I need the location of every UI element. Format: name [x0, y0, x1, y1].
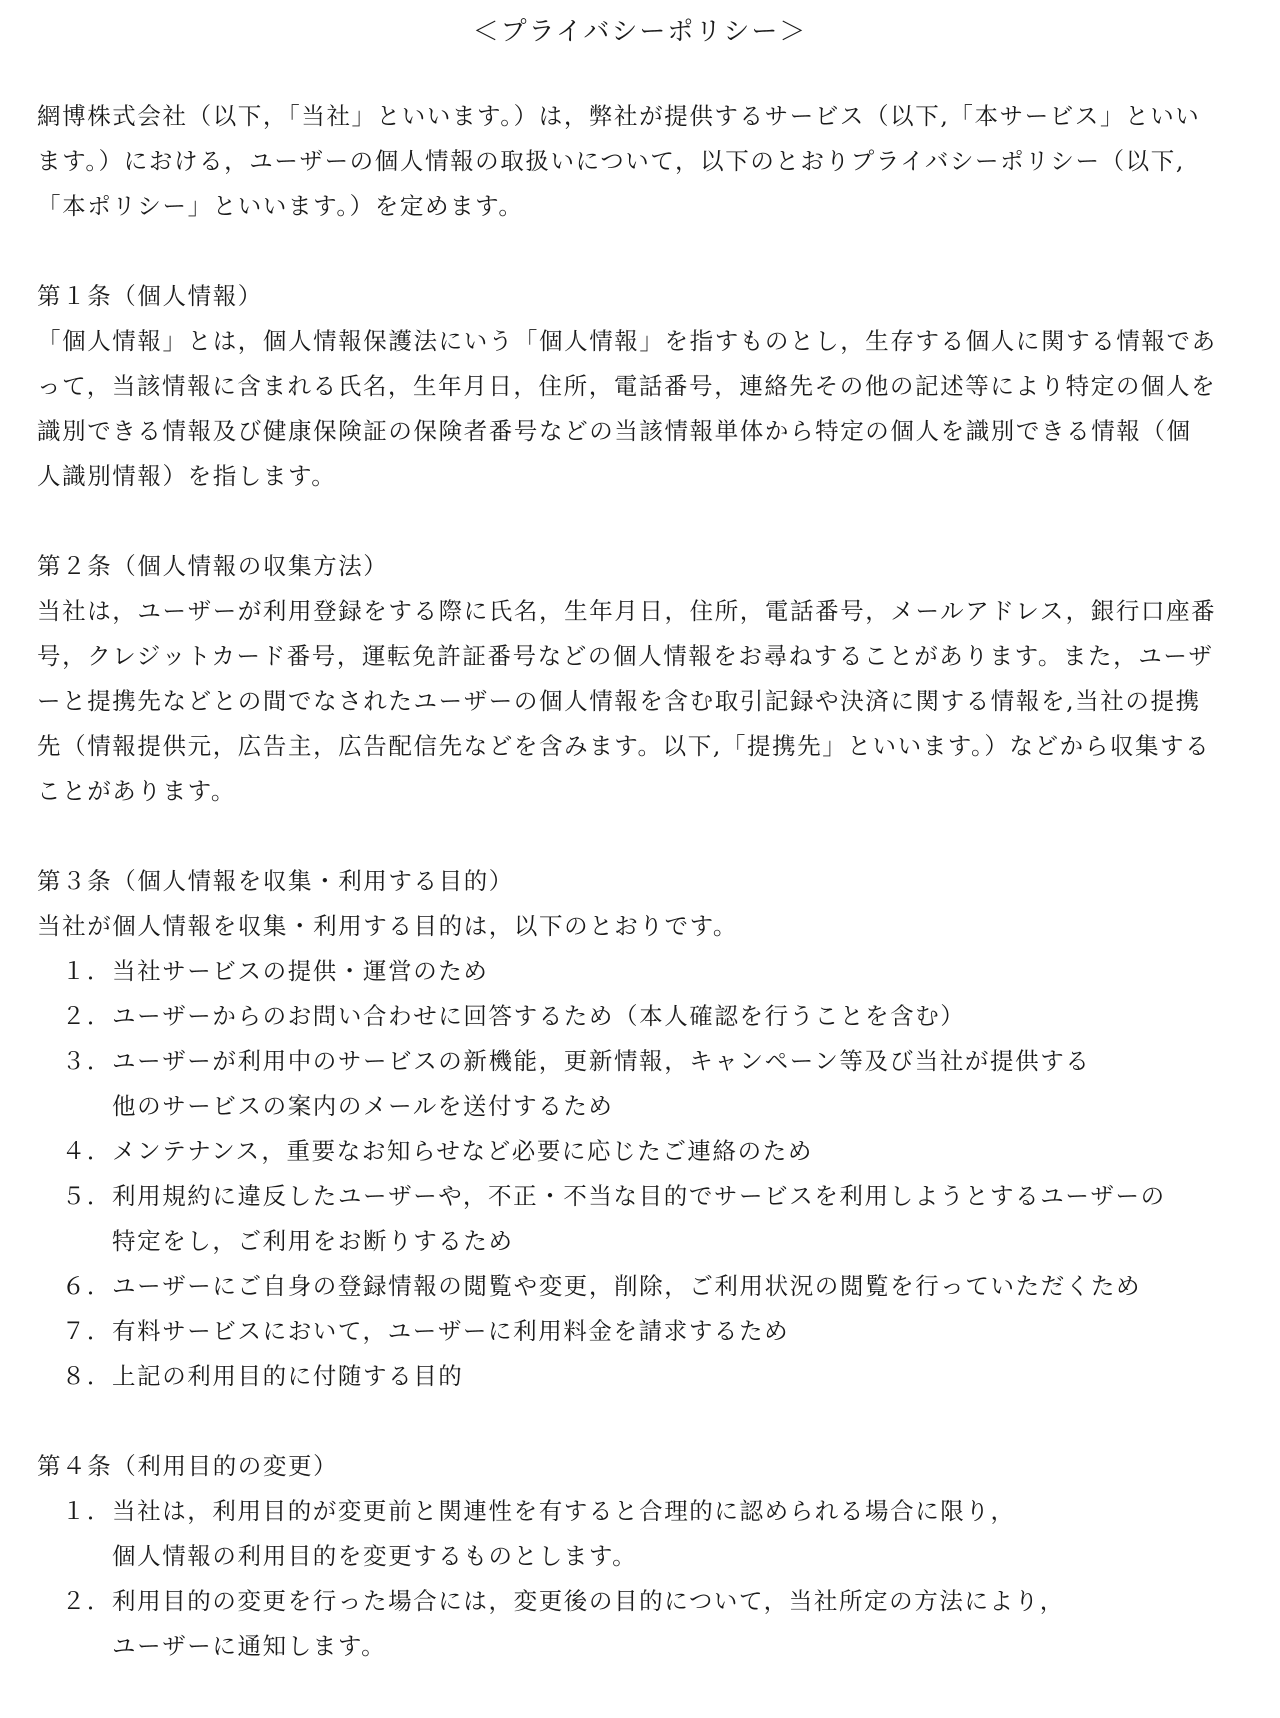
- item-number: ４．: [61, 1137, 112, 1165]
- item-number: ８．: [61, 1362, 112, 1390]
- article-3-purpose-list: [37, 949, 1252, 1399]
- article-1-line: 「個人情報」とは，個人情報保護法にいう「個人情報」を指すものとし，生存する個人に関する情報であ: [37, 327, 1217, 355]
- article-2-body: [37, 589, 1252, 814]
- item-number: ５．: [61, 1182, 112, 1210]
- article-2-heading: 第２条（個人情報の収集方法）: [37, 552, 389, 580]
- intro-line: ます。）における，ユーザーの個人情報の取扱いについて，以下のとおりプライバシーポリシー（以下,: [37, 147, 1185, 175]
- item-number: １．: [61, 1497, 112, 1525]
- article-4-heading: 第４条（利用目的の変更）: [37, 1452, 339, 1480]
- item-line: ユーザーに通知します。: [112, 1632, 387, 1660]
- article-2-line: 号，クレジットカード番号，運転免許証番号などの個人情報をお尋ねすることがあります。また，ユーザ: [37, 642, 1214, 670]
- item-line: ユーザーからのお問い合わせに回答するため（本人確認を行うことを含む）: [112, 1002, 966, 1030]
- item-line: ユーザーにご自身の登録情報の閲覧や変更，削除，ご利用状況の閲覧を行っていただくため: [112, 1272, 1142, 1300]
- item-text: [112, 1129, 1252, 1174]
- item-text: [112, 1174, 1252, 1264]
- item-line: 特定をし，ご利用をお断りするため: [112, 1227, 514, 1255]
- spacer: [37, 499, 1252, 544]
- item-text: [112, 994, 1252, 1039]
- item-text: [112, 1309, 1252, 1354]
- list-item: [37, 994, 1252, 1039]
- item-line: 有料サービスにおいて，ユーザーに利用料金を請求するため: [112, 1317, 790, 1345]
- list-item: [37, 1354, 1252, 1399]
- article-2-line: ーと提携先などとの間でなされたユーザーの個人情報を含む取引記録や決済に関する情報を,当社の提携: [37, 687, 1201, 715]
- list-item: [37, 1489, 1252, 1579]
- article-2-line: ことがあります。: [37, 777, 236, 805]
- list-item: [37, 1579, 1252, 1669]
- item-line: メンテナンス，重要なお知らせなど必要に応じたご連絡のため: [112, 1137, 813, 1165]
- article-2-line: 先（情報提供元，広告主，広告配信先などを含みます。以下,「提携先」といいます。）などから収集する: [37, 732, 1211, 760]
- item-text: [112, 1264, 1252, 1309]
- list-item: [37, 1039, 1252, 1129]
- item-number: ３．: [61, 1047, 112, 1075]
- policy-content: [37, 94, 1252, 1669]
- item-line: 利用規約に違反したユーザーや，不正・不当な目的でサービスを利用しようとするユーザーの: [112, 1182, 1166, 1210]
- article-1-line: 識別できる情報及び健康保険証の保険者番号などの当該情報単体から特定の個人を識別できる情報（個: [37, 417, 1192, 445]
- article-2-line: 当社は，ユーザーが利用登録をする際に氏名，生年月日，住所，電話番号，メールアドレス，銀行口座番: [37, 597, 1217, 625]
- item-number: ６．: [61, 1272, 112, 1300]
- item-number: ７．: [61, 1317, 112, 1345]
- item-number: １．: [61, 957, 112, 985]
- list-item: [37, 1174, 1252, 1264]
- article-3-lead: 当社が個人情報を収集・利用する目的は，以下のとおりです。: [37, 912, 738, 940]
- list-item: [37, 949, 1252, 994]
- article-3-heading: 第３条（個人情報を収集・利用する目的）: [37, 867, 514, 895]
- item-text: [112, 949, 1252, 994]
- list-item: [37, 1129, 1252, 1174]
- intro-line: 「本ポリシー」といいます。）を定めます。: [37, 192, 524, 220]
- article-1-heading: 第１条（個人情報）: [37, 282, 263, 310]
- article-1-body: [37, 319, 1252, 499]
- article-1-line: 人識別情報）を指します。: [37, 462, 337, 490]
- item-line: 個人情報の利用目的を変更するものとします。: [112, 1542, 638, 1570]
- item-number: ２．: [61, 1002, 112, 1030]
- item-line: 上記の利用目的に付随する目的: [112, 1362, 464, 1390]
- article-1-line: って，当該情報に含まれる氏名，生年月日，住所，電話番号，連絡先その他の記述等により特定の個人を: [37, 372, 1217, 400]
- spacer: [37, 229, 1252, 274]
- item-text: [112, 1579, 1252, 1669]
- page-title: ＜プライバシーポリシー＞: [472, 17, 808, 47]
- intro-paragraph: [37, 94, 1252, 229]
- item-text: [112, 1039, 1252, 1129]
- item-line: ユーザーが利用中のサービスの新機能，更新情報，キャンペーン等及び当社が提供する: [112, 1047, 1091, 1075]
- spacer: [37, 1399, 1252, 1444]
- list-item: [37, 1264, 1252, 1309]
- article-4-list: [37, 1489, 1252, 1669]
- intro-line: 網博株式会社（以下，「当社」といいます。）は，弊社が提供するサービス（以下,「本サービス」といい: [37, 102, 1201, 130]
- item-text: [112, 1354, 1252, 1399]
- list-item: [37, 1309, 1252, 1354]
- item-line: 利用目的の変更を行った場合には，変更後の目的について，当社所定の方法により，: [112, 1587, 1065, 1615]
- item-line: 当社は，利用目的が変更前と関連性を有すると合理的に認められる場合に限り，: [112, 1497, 1016, 1525]
- spacer: [37, 814, 1252, 859]
- item-number: ２．: [61, 1587, 112, 1615]
- item-text: [112, 1489, 1252, 1579]
- item-line: 当社サービスの提供・運営のため: [112, 957, 489, 985]
- item-line: 他のサービスの案内のメールを送付するため: [112, 1092, 614, 1120]
